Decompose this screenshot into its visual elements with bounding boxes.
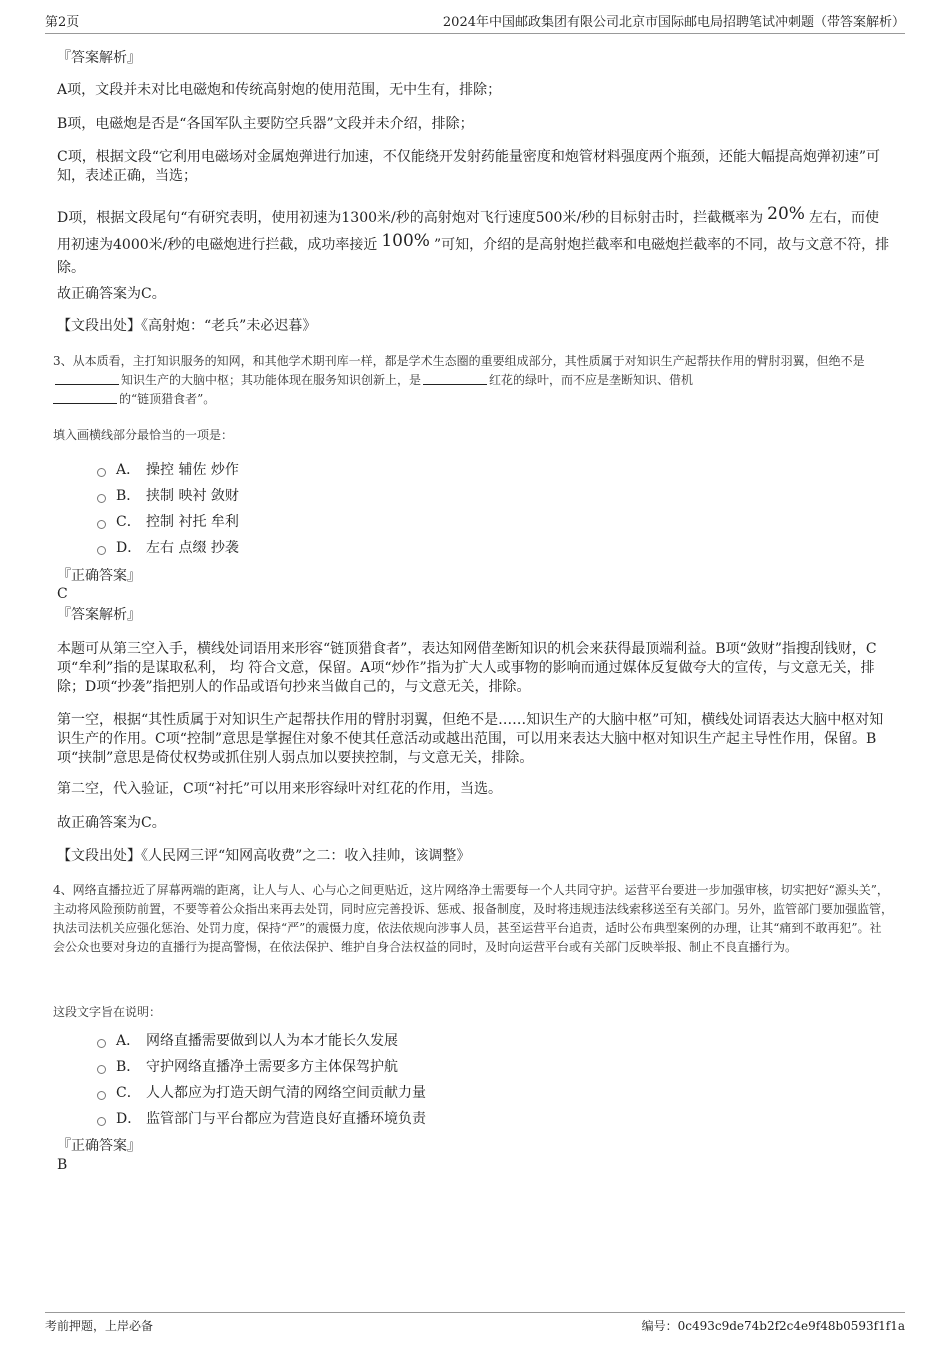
blank-2	[423, 372, 487, 385]
page-footer	[45, 1312, 905, 1334]
q3-option-b[interactable]: B． 挟制 映衬 敛财	[97, 483, 239, 509]
q2-analysis-c: C项，根据文段“它利用电磁场对金属炮弹进行加速，不仅能绕开发射药能量密度和炮管材料强度两个瓶颈，还能大幅提高炮弹初速”可知，表述正确，当选；	[57, 149, 881, 184]
q4-option-a[interactable]: A． 网络直播需要做到以人为本才能长久发展	[97, 1028, 426, 1054]
blank-3	[53, 391, 117, 404]
radio-icon[interactable]	[97, 520, 106, 529]
radio-icon[interactable]	[97, 1117, 106, 1126]
q4-option-c[interactable]: C． 人人都应为打造天朗气清的网络空间贡献力量	[97, 1080, 426, 1106]
percent-100: 100%	[381, 231, 430, 251]
radio-icon[interactable]	[97, 468, 106, 477]
q3-analysis-label: 『答案解析』	[57, 607, 141, 623]
q3-analysis-1: 本题可从第三空入手，横线处词语用来形容“链顶猎食者”，表达知网借垄断知识的机会来获得最顶端利益。B项“敛财”指搜刮钱财，C项“牟利”指的是谋取私利， 均 符合文意，保留。A项“炒作”指为扩大人或事物的影响而通过媒体反复做夸大的宣传，与文意无关，排除；D项“抄袭”指把别人的作品或语句抄来当做自己的，与文意无关，排除。	[57, 641, 877, 695]
q3-options	[97, 457, 239, 561]
q3-analysis-2: 第一空，根据“其性质属于对知识生产起帮扶作用的臂肘羽翼，但绝不是……知识生产的大脑中枢”可知，横线处词语表达大脑中枢对知识生产的作用。C项“控制”意思是掌握住对象不使其任意活动或越出范围，可以用来表达大脑中枢对知识生产起主导性作用，保留。B项“挟制”意思是倚仗权势或抓住别人弱点加以要挟控制，与文意无关，排除。	[57, 712, 884, 766]
document-title: 2024年中国邮政集团有限公司北京市国际邮电局招聘笔试冲刺题（带答案解析）	[442, 15, 905, 30]
q2-analysis-d: D项，根据文段尾句“有研究表明，使用初速为1300米/秒的高射炮对飞行速度500米/秒的目标射击时，拦截概率为 20% 左右，而使用初速为4000米/秒的电磁炮进行拦截，成功率接近 100% ”可知，介绍的是高射炮拦截率和电磁炮拦截率的不同，故与文意不符，排除。	[57, 204, 890, 276]
page-header	[45, 14, 905, 34]
radio-icon[interactable]	[97, 1065, 106, 1074]
radio-icon[interactable]	[97, 1039, 106, 1048]
q2-analysis-b: B项，电磁炮是否是“各国军队主要防空兵器”文段并未介绍，排除；	[57, 116, 474, 132]
q3-option-c[interactable]: C． 控制 衬托 牟利	[97, 509, 239, 535]
q3-answer: C	[57, 586, 68, 602]
q3-stem: 3、从本质看，主打知识服务的知网，和其他学术期刊库一样，都是学术生态圈的重要组成部分，其性质属于对知识生产起帮扶作用的臂肘羽翼，但绝不是知识生产的大脑中枢；其功能体现在服务知识创新上，是 红花的绿叶，而不应是垄断知识、借机 的“链顶猎食者”。	[53, 354, 865, 406]
blank-1	[55, 372, 119, 385]
q4-stem: 4、网络直播拉近了屏幕两端的距离，让人与人、心与心之间更贴近，这片网络净土需要每一个人共同守护。运营平台要进一步加强审核，切实把好“源头关”，主动将风险预防前置，不要等着公众指出来再去处罚，同时应完善投诉、惩戒、报备制度，及时将违规违法线索移送至有关部门。另外，监管部门要加强监管，执法司法机关应强化惩治、处罚力度，保持“严”的震慑力度，依法依规向涉事人员，甚至运营平台追责，适时公布典型案例的办理，让其“痛到不敢再犯”。社会公众也要对身边的直播行为提高警惕，在依法保护、维护自身合法权益的同时，及时向运营平台或有关部门反映举报、制止不良直播行为。	[53, 883, 894, 954]
q3-option-d[interactable]: D． 左右 点缀 抄袭	[97, 535, 239, 561]
q4-option-d[interactable]: D． 监管部门与平台都应为营造良好直播环境负责	[97, 1106, 426, 1132]
radio-icon[interactable]	[97, 494, 106, 503]
q2-source: 【文段出处】《高射炮：“老兵”未必迟暮》	[57, 318, 317, 334]
q4-answer-label: 『正确答案』	[57, 1138, 141, 1154]
q4-prompt: 这段文字旨在说明：	[53, 1005, 162, 1019]
footer-slogan: 考前押题，上岸必备	[45, 1319, 154, 1333]
q2-analysis-label: 『答案解析』	[57, 50, 141, 66]
q4-option-b[interactable]: B． 守护网络直播净土需要多方主体保驾护航	[97, 1054, 426, 1080]
page-number: 第2页	[45, 15, 80, 30]
q3-conclusion: 故正确答案为C。	[57, 815, 166, 831]
document-id: 编号：0c493c9de74b2f2c4e9f48b0593f1f1a	[641, 1319, 905, 1333]
q3-prompt: 填入画横线部分最恰当的一项是：	[53, 428, 234, 442]
q3-source: 【文段出处】《人民网三评“知网高收费”之二：收入挂帅，该调整》	[57, 848, 471, 864]
q3-answer-label: 『正确答案』	[57, 568, 141, 584]
q2-conclusion: 故正确答案为C。	[57, 286, 166, 302]
radio-icon[interactable]	[97, 1091, 106, 1100]
q3-analysis-3: 第二空，代入验证，C项“衬托”可以用来形容绿叶对红花的作用，当选。	[57, 781, 503, 797]
q4-options	[97, 1028, 426, 1132]
q4-answer: B	[57, 1157, 68, 1173]
q2-analysis-a: A项，文段并未对比电磁炮和传统高射炮的使用范围，无中生有，排除；	[57, 82, 502, 98]
percent-20: 20%	[767, 204, 805, 224]
q3-option-a[interactable]: A． 操控 辅佐 炒作	[97, 457, 239, 483]
radio-icon[interactable]	[97, 546, 106, 555]
